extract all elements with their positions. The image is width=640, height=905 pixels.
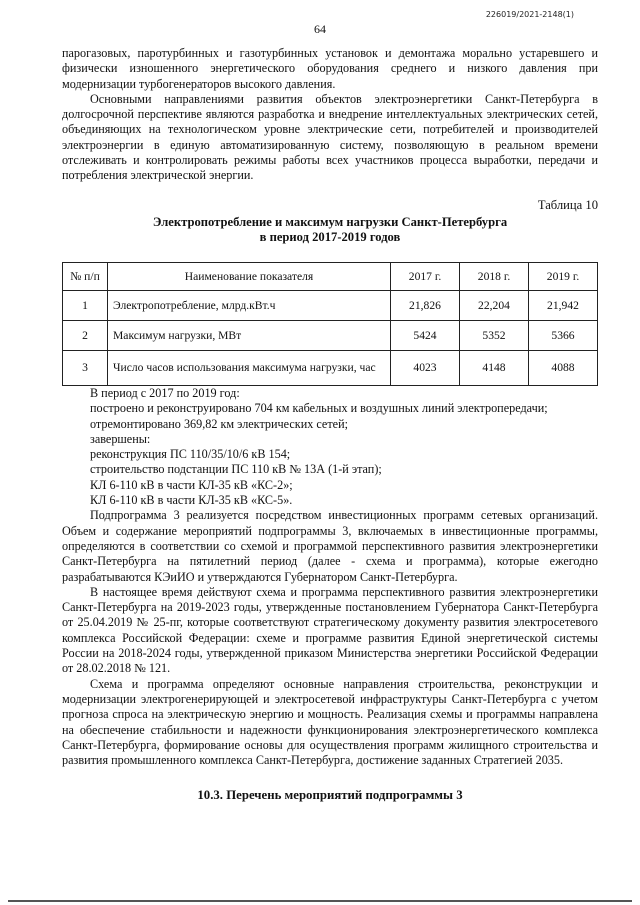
- header-num: № п/п: [63, 262, 108, 290]
- list-item: строительство подстанции ПС 110 кВ № 13А (1-й этап);: [90, 462, 382, 477]
- list-item: завершены:: [90, 431, 151, 446]
- results-list: [62, 386, 598, 508]
- page-number: 64: [314, 22, 326, 36]
- cell-2017: 5424: [391, 320, 460, 350]
- cell-2019: 21,942: [529, 290, 598, 320]
- table-header-row: [63, 262, 598, 290]
- table-label: Таблица 10: [537, 197, 598, 212]
- document-id: 226019/2021-2148(1): [485, 10, 574, 19]
- cell-name: Электропотребление, млрд.кВт.ч: [108, 290, 391, 320]
- header-2018: 2018 г.: [460, 262, 529, 290]
- paragraph-scheme-directions: Схема и программа определяют основные направления строительства, реконструкции и модернизации электрогенерирующей и электросетевой инфраструктуры Санкт-Петербурга с учетом прогноза спроса на электрическую энергию и мощность. Реализация схемы и программы направлена на обеспечение стабильности и надежности функционирования электроэнергетического комплекса Санкт-Петербурга, формирование основы для осуществления программ жилищного строительства и развития промышленного комплекса Санкт-Петербурга, достижение заданных Стратегией 2035.: [62, 676, 598, 768]
- table-row: [63, 320, 598, 350]
- cell-name: Максимум нагрузки, МВт: [108, 320, 391, 350]
- consumption-table: [62, 262, 598, 386]
- list-item: КЛ 6-110 кВ в части КЛ-35 кВ «КС-2»;: [90, 477, 293, 492]
- cell-2019: 4088: [529, 350, 598, 385]
- paragraph-subprogram-3: Подпрограмма 3 реализуется посредством инвестиционных программ сетевых организаций. Объем и содержание мероприятий подпрограммы 3, включаемых в инвестиционные программы, определяются в соответствии со схемой и программой перспективного развития электроэнергетики Санкт-Петербурга на пятилетний период (далее - схема и программа), которые ежегодно разрабатываются КЭиИО и утверждаются Губернатором Санкт-Петербурга.: [62, 508, 598, 584]
- list-item: КЛ 6-110 кВ в части КЛ-35 кВ «КС-5».: [90, 493, 293, 508]
- header-name: Наименование показателя: [108, 262, 391, 290]
- table-title-line-1: Электропотребление и максимум нагрузки Санкт-Петербурга: [152, 214, 508, 229]
- page-content: [62, 46, 598, 804]
- header-2019: 2019 г.: [529, 262, 598, 290]
- cell-2018: 5352: [460, 320, 529, 350]
- cell-num: 1: [63, 290, 108, 320]
- table-row: [63, 290, 598, 320]
- cell-name: Число часов использования максимума нагрузки, час: [108, 350, 391, 385]
- paragraph-current-scheme: В настоящее время действуют схема и программа перспективного развития электроэнергетики Санкт-Петербурга на 2019-2023 годы, утвержденные постановлением Губернатора Санкт-Петербурга от 25.04.2019 № 25-пг, которые соответствуют стратегическому документу развития электросетевого комплекса Российской Федерации: схеме и программе развития Единой энергетической системы России на 2018-2024 годы, утвержденной приказом Министерства энергетики Российской Федерации от 28.02.2018 № 121.: [62, 584, 598, 676]
- paragraph-continuation: парогазовых, паротурбинных и газотурбинных установок и демонтажа морально устаревшего и физически изношенного энергетического оборудования среднего и низкого давления при модернизации турбогенераторов высокого давления.: [62, 46, 598, 91]
- cell-2017: 4023: [391, 350, 460, 385]
- cell-2018: 4148: [460, 350, 529, 385]
- list-item: реконструкция ПС 110/35/10/6 кВ 154;: [90, 447, 291, 462]
- table-title: [62, 215, 598, 246]
- bottom-scan-line: [8, 900, 632, 902]
- list-item: В период с 2017 по 2019 год:: [90, 385, 240, 400]
- cell-num: 2: [63, 320, 108, 350]
- table-title-line-2: в период 2017-2019 годов: [259, 230, 401, 245]
- paragraph-development-directions: Основными направлениями развития объектов электроэнергетики Санкт-Петербурга в долгосрочной перспективе являются разработка и внедрение интеллектуальных электрических сетей, объединяющих на технологическом уровне электрические сети, потребителей и производителей электроэнергии в единую автоматизированную систему, позволяющую в реальном времени отслеживать и контролировать режимы работы всех участников процесса выработки, передачи и потребления электрической энергии.: [62, 91, 598, 183]
- list-item: отремонтировано 369,82 км электрических сетей;: [90, 416, 348, 431]
- section-title: 10.3. Перечень мероприятий подпрограммы 3: [197, 788, 463, 803]
- cell-2019: 5366: [529, 320, 598, 350]
- cell-2018: 22,204: [460, 290, 529, 320]
- cell-num: 3: [63, 350, 108, 385]
- header-2017: 2017 г.: [391, 262, 460, 290]
- table-row: [63, 350, 598, 385]
- list-item: построено и реконструировано 704 км кабельных и воздушных линий электропередачи;: [90, 401, 548, 416]
- cell-2017: 21,826: [391, 290, 460, 320]
